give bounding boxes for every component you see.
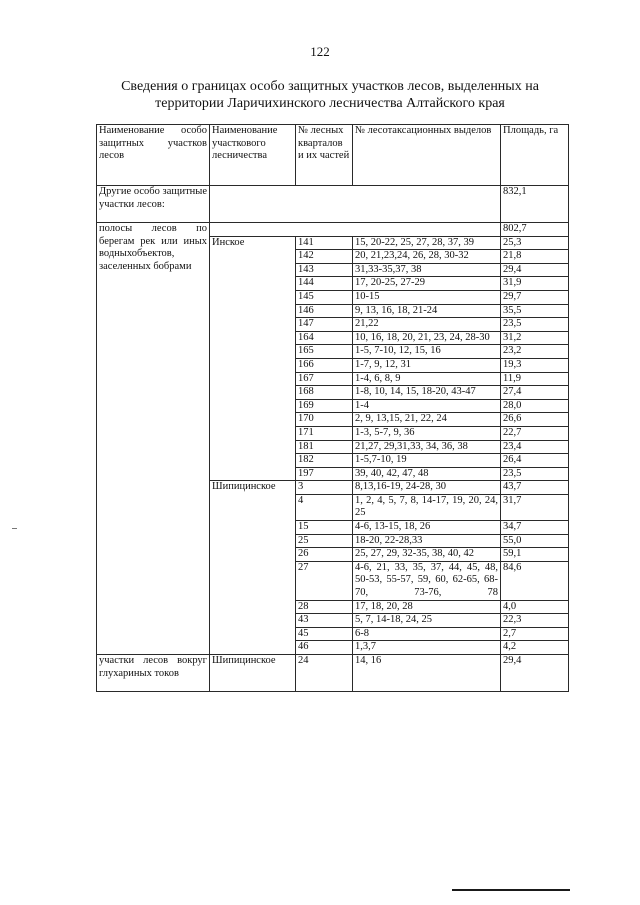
area-cell: 23,5: [501, 318, 569, 332]
plots-cell: 5, 7, 14-18, 24, 25: [353, 614, 501, 628]
plots-cell: 1-7, 9, 12, 31: [353, 358, 501, 372]
quarter-cell: 170: [296, 413, 353, 427]
area-cell: 27,4: [501, 386, 569, 400]
plots-cell: 10-15: [353, 290, 501, 304]
title-line-1: Сведения о границах особо защитных участков лесов, выделенных на: [121, 79, 539, 94]
district-shipitsinskoe: Шипицинское: [210, 481, 296, 655]
strips-row: [97, 223, 569, 237]
plots-cell: 39, 40, 42, 47, 48: [353, 467, 501, 481]
header-plots: № лесотаксационных выделов: [353, 125, 501, 186]
quarter-cell: 144: [296, 277, 353, 291]
plots-cell: 1, 2, 4, 5, 7, 8, 14-17, 19, 20, 24, 25: [353, 494, 501, 520]
margin-mark: [12, 528, 17, 529]
area-cell: 55,0: [501, 534, 569, 548]
area-cell: 19,3: [501, 358, 569, 372]
area-cell: 4,0: [501, 600, 569, 614]
area-cell: 31,9: [501, 277, 569, 291]
quarter-cell: 171: [296, 426, 353, 440]
plots-cell: 14, 16: [353, 655, 501, 692]
plots-cell: 31,33-35,37, 38: [353, 263, 501, 277]
plots-cell: 4-6, 21, 33, 35, 37, 44, 45, 48, 50-53, 55-57, 59, 60, 62-65, 68-70, 73-76, 78: [353, 561, 501, 600]
plots-cell: 9, 13, 16, 18, 21-24: [353, 304, 501, 318]
quarter-cell: 28: [296, 600, 353, 614]
header-quarters: № лесных кварталов и их частей: [296, 125, 353, 186]
header-category: Наименование особо защитных участков лесов: [97, 125, 210, 186]
quarter-cell: 43: [296, 614, 353, 628]
page-number: 122: [310, 44, 330, 59]
quarter-cell: 45: [296, 627, 353, 641]
area-cell: 29,4: [501, 263, 569, 277]
plots-cell: 1-4: [353, 399, 501, 413]
quarter-cell: 142: [296, 250, 353, 264]
plots-cell: 10, 16, 18, 20, 21, 23, 24, 28-30: [353, 331, 501, 345]
grouse-leks-district: Шипицинское: [210, 655, 296, 692]
quarter-cell: 146: [296, 304, 353, 318]
quarter-cell: 165: [296, 345, 353, 359]
area-cell: 23,4: [501, 440, 569, 454]
document-title: [80, 78, 580, 112]
area-cell: 2,7: [501, 627, 569, 641]
area-cell: 26,6: [501, 413, 569, 427]
strips-label: полосы лесов по берегам рек или иных водныхобъектов, заселенных бобрами: [97, 223, 210, 655]
area-cell: 31,2: [501, 331, 569, 345]
grouse-leks-row: [97, 655, 569, 692]
quarter-cell: 3: [296, 481, 353, 495]
area-cell: 59,1: [501, 548, 569, 562]
quarter-cell: 145: [296, 290, 353, 304]
quarter-cell: 181: [296, 440, 353, 454]
other-areas-total: 832,1: [501, 186, 569, 223]
footer-rule: [452, 889, 570, 891]
quarter-cell: 4: [296, 494, 353, 520]
quarter-cell: 197: [296, 467, 353, 481]
plots-cell: 2, 9, 13,15, 21, 22, 24: [353, 413, 501, 427]
plots-cell: 21,22: [353, 318, 501, 332]
quarter-cell: 27: [296, 561, 353, 600]
area-cell: 31,7: [501, 494, 569, 520]
grouse-leks-label: участки лесов вокруг глухариных токов: [97, 655, 210, 692]
quarter-cell: 169: [296, 399, 353, 413]
quarter-cell: 168: [296, 386, 353, 400]
plots-cell: 1-5,7-10, 19: [353, 454, 501, 468]
header-district: Наименование участкового лесничества: [210, 125, 296, 186]
area-cell: 84,6: [501, 561, 569, 600]
area-cell: 23,2: [501, 345, 569, 359]
plots-cell: 4-6, 13-15, 18, 26: [353, 521, 501, 535]
plots-cell: 25, 27, 29, 32-35, 38, 40, 42: [353, 548, 501, 562]
quarter-cell: 26: [296, 548, 353, 562]
area-cell: 29,4: [501, 655, 569, 692]
quarter-cell: 143: [296, 263, 353, 277]
protected-areas-table: [96, 124, 569, 692]
plots-cell: 6-8: [353, 627, 501, 641]
area-cell: 22,7: [501, 426, 569, 440]
area-cell: 29,7: [501, 290, 569, 304]
plots-cell: 1-3, 5-7, 9, 36: [353, 426, 501, 440]
area-cell: 25,3: [501, 236, 569, 250]
area-cell: 23,5: [501, 467, 569, 481]
plots-cell: 8,13,16-19, 24-28, 30: [353, 481, 501, 495]
plots-cell: 21,27, 29,31,33, 34, 36, 38: [353, 440, 501, 454]
header-row: [97, 125, 569, 186]
quarter-cell: 25: [296, 534, 353, 548]
quarter-cell: 46: [296, 641, 353, 655]
area-cell: 26,4: [501, 454, 569, 468]
quarter-cell: 166: [296, 358, 353, 372]
title-line-2: территории Ларичихинского лесничества Алтайского края: [155, 96, 505, 111]
area-cell: 11,9: [501, 372, 569, 386]
area-cell: 4,2: [501, 641, 569, 655]
strips-empty: [210, 223, 501, 237]
quarter-cell: 147: [296, 318, 353, 332]
strips-total: 802,7: [501, 223, 569, 237]
quarter-cell: 164: [296, 331, 353, 345]
header-area: Площадь, га: [501, 125, 569, 186]
area-cell: 22,3: [501, 614, 569, 628]
plots-cell: 20, 21,23,24, 26, 28, 30-32: [353, 250, 501, 264]
area-cell: 35,5: [501, 304, 569, 318]
area-cell: 21,8: [501, 250, 569, 264]
quarter-cell: 182: [296, 454, 353, 468]
plots-cell: 18-20, 22-28,33: [353, 534, 501, 548]
quarter-cell: 24: [296, 655, 353, 692]
plots-cell: 17, 18, 20, 28: [353, 600, 501, 614]
plots-cell: 1-4, 6, 8, 9: [353, 372, 501, 386]
quarter-cell: 141: [296, 236, 353, 250]
area-cell: 28,0: [501, 399, 569, 413]
quarter-cell: 167: [296, 372, 353, 386]
area-cell: 43,7: [501, 481, 569, 495]
plots-cell: 1,3,7: [353, 641, 501, 655]
plots-cell: 17, 20-25, 27-29: [353, 277, 501, 291]
district-inskoe: Инское: [210, 236, 296, 481]
other-areas-row: [97, 186, 569, 223]
quarter-cell: 15: [296, 521, 353, 535]
other-areas-empty: [210, 186, 501, 223]
other-areas-label: Другие особо защитные участки лесов:: [97, 186, 210, 223]
plots-cell: 1-8, 10, 14, 15, 18-20, 43-47: [353, 386, 501, 400]
plots-cell: 1-5, 7-10, 12, 15, 16: [353, 345, 501, 359]
area-cell: 34,7: [501, 521, 569, 535]
plots-cell: 15, 20-22, 25, 27, 28, 37, 39: [353, 236, 501, 250]
